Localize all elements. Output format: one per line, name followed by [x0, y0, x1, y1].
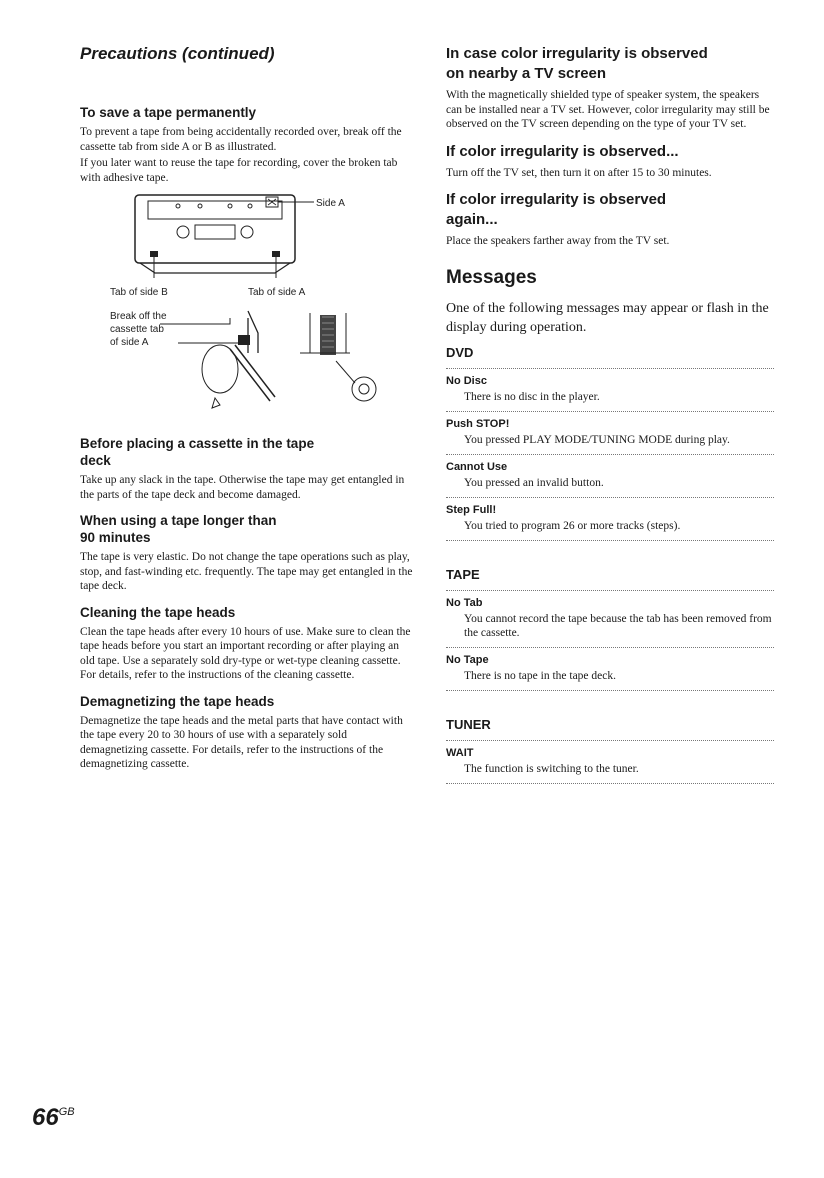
message-title: WAIT [446, 746, 474, 759]
message-title: No Tab [446, 596, 483, 609]
message-title: No Tape [446, 653, 489, 666]
save-heading: To save a tape permanently [80, 105, 257, 120]
irregularity-again-line-2: again... [446, 211, 498, 228]
before-heading-line-1: Before placing a cassette in the tape [80, 436, 315, 451]
messages-title: Messages [446, 266, 537, 288]
save-paragraph-2: If you later want to reuse the tape for recording, cover the broken tab with adhesive tape. [80, 157, 398, 184]
left-column [80, 44, 415, 774]
message-description: There is no tape in the tape deck. [464, 669, 616, 682]
irregularity-again-paragraph: Place the speakers farther away from the TV set. [446, 235, 670, 247]
message-title: Cannot Use [446, 460, 508, 473]
message-description: The function is switching to the tuner. [464, 762, 639, 775]
message-title: Push STOP! [446, 417, 510, 430]
section-header: Precautions (continued) [80, 44, 275, 63]
tab-side-b-label: Tab of side B [110, 287, 168, 298]
longer-heading-line-1: When using a tape longer than [80, 513, 277, 528]
irregularity-again-line-1: If color irregularity is observed [446, 191, 667, 208]
messages-intro: One of the following messages may appear or flash in the display during operation. [446, 300, 769, 335]
irregularity-again-heading [446, 190, 774, 230]
message-item [446, 412, 774, 455]
message-title: No Disc [446, 374, 487, 387]
message-item [446, 591, 774, 648]
color-heading [446, 44, 774, 84]
cleaning-heading: Cleaning the tape heads [80, 604, 236, 620]
message-item [446, 455, 774, 498]
right-column [446, 44, 774, 810]
irregularity-heading: If color irregularity is observed... [446, 142, 679, 160]
category-heading: TAPE [446, 567, 774, 591]
cassette-icon [135, 195, 295, 273]
message-item [446, 369, 774, 412]
longer-heading-line-2: 90 minutes [80, 530, 151, 545]
message-title: Step Full! [446, 503, 497, 516]
message-item [446, 741, 774, 784]
save-paragraph-1: To prevent a tape from being accidentally recorded over, break off the cassette tab from side A or B as illustrated. [80, 126, 402, 153]
message-item [446, 498, 774, 541]
irregularity-paragraph: Turn off the TV set, then turn it on after 15 to 30 minutes. [446, 166, 712, 179]
category-heading: TUNER [446, 717, 774, 741]
page-number-suffix: GB [58, 1106, 75, 1118]
category-tape [446, 567, 774, 691]
cassette-tab-illustration [80, 193, 415, 425]
message-description: You tried to program 26 or more tracks (steps). [464, 519, 681, 532]
before-heading-line-2: deck [80, 453, 111, 468]
break-label-line-3: of side A [110, 337, 149, 348]
message-description: You pressed an invalid button. [464, 476, 604, 489]
before-heading [80, 435, 415, 469]
break-label-line-1: Break off the [110, 311, 167, 322]
screwdriver-icon [160, 311, 275, 408]
tab-side-a-label: Tab of side A [248, 287, 306, 298]
break-label-line-2: cassette tab [110, 324, 164, 335]
category-heading: DVD [446, 345, 774, 369]
longer-heading [80, 512, 415, 546]
message-description: You pressed PLAY MODE/TUNING MODE during play. [464, 433, 730, 446]
cleaning-paragraph: Clean the tape heads after every 10 hours of use. Make sure to clean the tape heads before you start an important recording or after playing an old tape. Use a separately sold dry-type or wet-type cleaning cassette. For details, refer to the instructions of the cleaning cassette. [80, 625, 411, 681]
category-tuner [446, 717, 774, 784]
color-paragraph: With the magnetically shielded type of speaker system, the speakers can be installed near a TV set. However, color irregularity may still be observed on the TV screen depending on the type of your TV set. [446, 89, 770, 130]
message-item [446, 648, 774, 691]
category-dvd [446, 345, 774, 541]
before-paragraph: Take up any slack in the tape. Otherwise the tape may get entangled in the parts of the tape deck and become damaged. [80, 474, 405, 501]
page-number [32, 1104, 75, 1132]
color-heading-line-2: on nearby a TV screen [446, 65, 607, 82]
message-description: There is no disc in the player. [464, 390, 600, 403]
broken-tab-icon [300, 313, 376, 401]
side-a-label: Side A [316, 198, 345, 209]
message-description: You cannot record the tape because the tab has been removed from the cassette. [464, 612, 772, 639]
demag-paragraph: Demagnetize the tape heads and the metal parts that have contact with the tape every 20 to 30 hours of use with a separately sold demagnetizing cassette. For details, refer to the instructions of the demagnetizing cassette. [80, 714, 403, 770]
color-heading-line-1: In case color irregularity is observed [446, 45, 708, 62]
page-number-value: 66 [32, 1104, 59, 1131]
demag-heading: Demagnetizing the tape heads [80, 693, 275, 709]
longer-paragraph: The tape is very elastic. Do not change the tape operations such as play, stop, and fast-winding etc. frequently. The tape may get entangled in the tape deck. [80, 551, 413, 592]
